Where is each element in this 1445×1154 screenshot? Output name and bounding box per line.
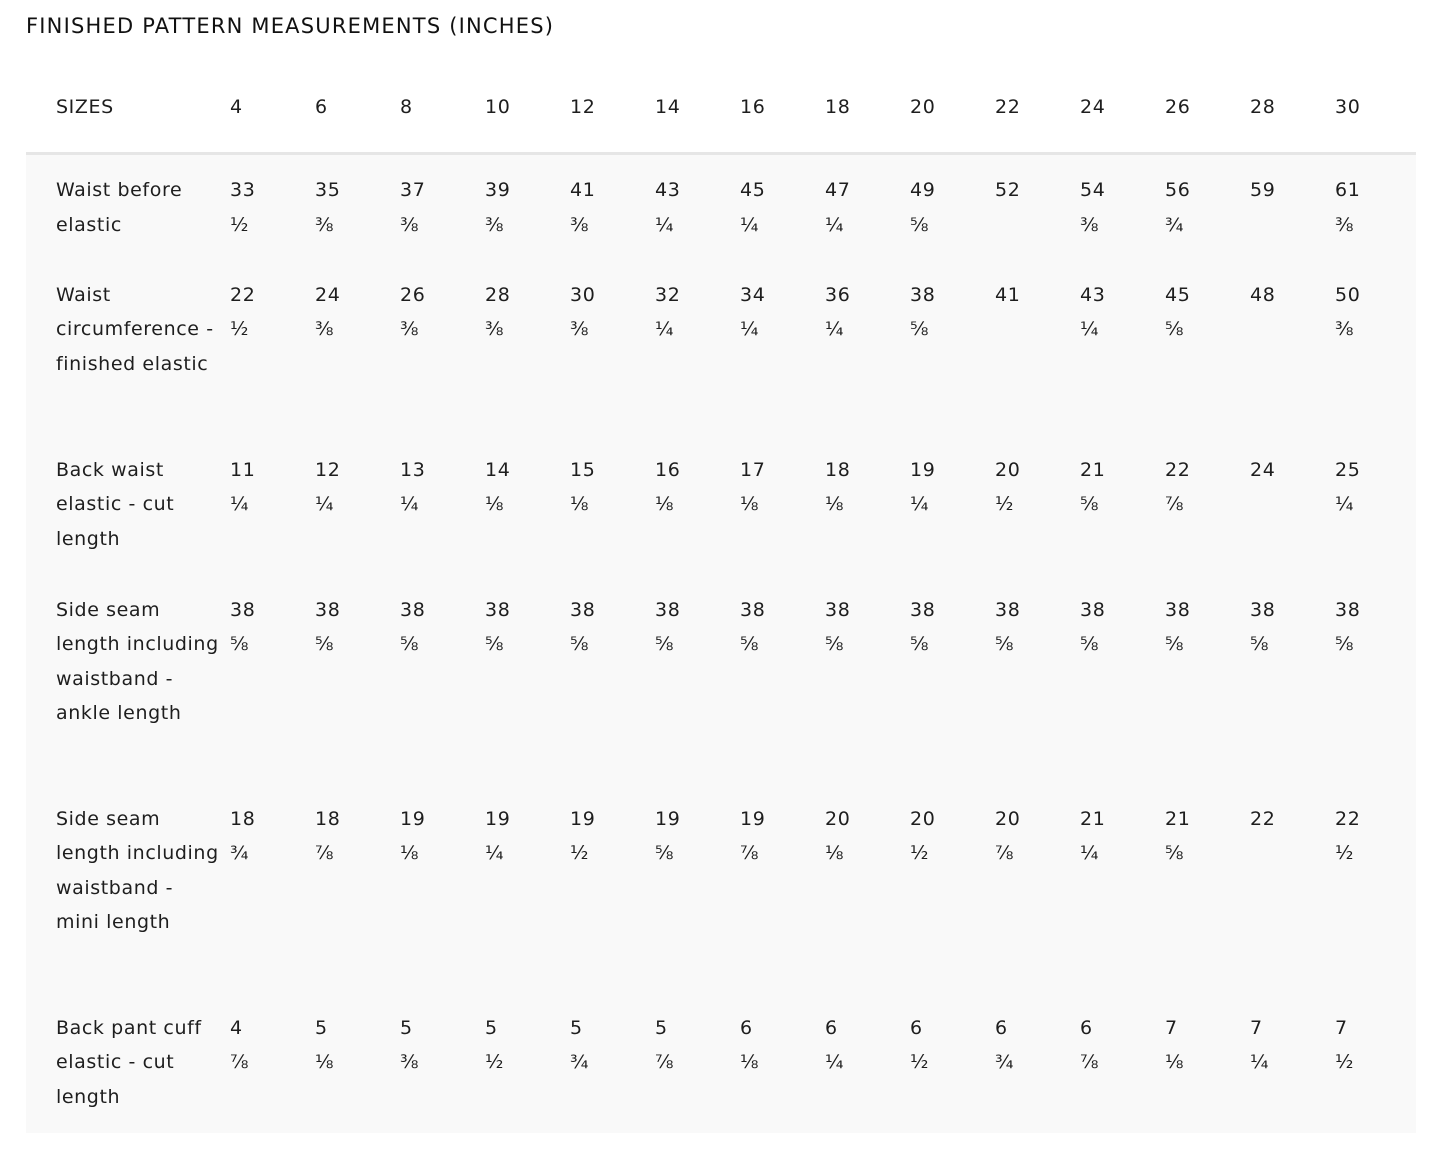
measurement-cell [821,784,906,993]
measurement-cell [821,993,906,1133]
measurement-cell [736,784,821,993]
row-label [26,154,226,260]
whole-value: 6 [825,1016,838,1039]
measurement-cell [651,575,736,784]
measurement-cell [396,575,481,784]
whole-value: 34 [740,283,766,306]
measurement-cell [1161,154,1246,260]
fraction-value: ⅝ [910,318,930,340]
whole-value: 38 [315,598,341,621]
measurement-cell [311,154,396,260]
measurement-cell [821,435,906,575]
whole-value: 38 [1335,598,1361,621]
fraction-value: ½ [1335,842,1355,864]
fraction-value: ¼ [315,493,335,515]
fraction-value: ¼ [1080,842,1100,864]
measurement-cell [991,260,1076,435]
fraction-value: ¼ [1080,318,1100,340]
measurement-cell [566,260,651,435]
measurements-table [26,62,1416,1133]
whole-value: 7 [1165,1016,1178,1039]
measurement-cell [736,575,821,784]
whole-value: 45 [1165,283,1191,306]
table-row [26,993,1416,1133]
fraction-value: ¾ [570,1051,590,1073]
whole-value: 6 [995,1016,1008,1039]
whole-value: 24 [315,283,341,306]
table-body [26,154,1416,1133]
measurement-cell [906,993,991,1133]
measurement-cell [1331,993,1416,1133]
measurement-cell [226,435,311,575]
row-label-text: Back waist elastic - cut length [56,458,175,550]
fraction-value: ⅝ [655,842,675,864]
whole-value: 41 [570,179,596,201]
fraction-value: ⅜ [315,318,335,340]
row-label [26,575,226,784]
whole-value: 11 [230,458,256,481]
fraction-value: ⅛ [655,493,675,515]
measurement-cell [311,575,396,784]
whole-value: 38 [825,598,851,621]
measurement-cell [651,993,736,1133]
fraction-value: ¼ [1335,493,1355,515]
measurement-cell [1161,993,1246,1133]
measurement-cell [1076,154,1161,260]
whole-value: 26 [400,283,426,306]
measurement-cell [226,260,311,435]
table-row [26,260,1416,435]
row-label-text: Side seam length including waistband - mini length [56,807,219,933]
measurement-cell [1161,260,1246,435]
size-header: 8 [396,62,481,154]
whole-value: 5 [400,1016,413,1039]
fraction-value: ¾ [995,1051,1015,1073]
whole-value: 37 [400,179,426,201]
whole-value: 38 [910,283,936,306]
row-label [26,435,226,575]
fraction-value: ¼ [485,842,505,864]
measurement-cell [566,435,651,575]
fraction-value: ⅜ [1335,318,1355,340]
row-label [26,260,226,435]
measurement-cell [1161,575,1246,784]
fraction-value: ⅝ [1080,493,1100,515]
fraction-value: ⅞ [1080,1051,1100,1073]
measurement-cell [311,435,396,575]
measurement-cell [481,993,566,1133]
whole-value: 15 [570,458,596,481]
row-label-text: Waist before elastic [56,179,183,236]
measurement-cell [396,993,481,1133]
whole-value: 6 [740,1016,753,1039]
whole-value: 19 [570,807,596,830]
whole-value: 19 [655,807,681,830]
row-label [26,784,226,993]
measurement-cell [566,154,651,260]
measurement-cell [226,154,311,260]
fraction-value: ⅝ [1165,318,1185,340]
measurement-cell [821,575,906,784]
fraction-value: ⅝ [910,213,930,236]
fraction-value: ⅝ [825,633,845,655]
whole-value: 19 [400,807,426,830]
measurement-cell [1246,435,1331,575]
size-header: 28 [1246,62,1331,154]
whole-value: 38 [1250,598,1276,621]
fraction-value: ⅜ [570,318,590,340]
measurement-cell [991,993,1076,1133]
measurement-cell [566,993,651,1133]
whole-value: 18 [825,458,851,481]
measurement-cell [311,260,396,435]
whole-value: 19 [740,807,766,830]
measurement-cell [736,260,821,435]
fraction-value: ¼ [230,493,250,515]
whole-value: 12 [315,458,341,481]
measurement-cell [821,260,906,435]
size-header: 6 [311,62,396,154]
measurement-cell [226,993,311,1133]
fraction-value: ⅛ [825,493,845,515]
fraction-value: ⅛ [570,493,590,515]
fraction-value: ⅝ [315,633,335,655]
fraction-value: ¼ [825,213,845,236]
measurement-cell [1331,260,1416,435]
measurement-cell [906,435,991,575]
fraction-value: ⅜ [400,1051,420,1073]
measurement-cell [481,435,566,575]
row-label-text: Side seam length including waistband - ankle length [56,598,219,724]
fraction-value: ⅛ [315,1051,335,1073]
fraction-value: ⅝ [1165,842,1185,864]
measurement-cell [991,575,1076,784]
fraction-value: ⅝ [910,633,930,655]
measurement-cell [1246,260,1331,435]
fraction-value: ⅛ [1165,1051,1185,1073]
whole-value: 22 [1335,807,1361,830]
fraction-value: ⅜ [570,213,590,236]
fraction-value: ½ [570,842,590,864]
whole-value: 19 [910,458,936,481]
whole-value: 13 [400,458,426,481]
whole-value: 5 [315,1016,328,1039]
fraction-value: ⅜ [400,213,420,236]
whole-value: 35 [315,179,341,201]
fraction-value: ¼ [655,318,675,340]
fraction-value: ⅝ [1080,633,1100,655]
whole-value: 49 [910,179,936,201]
measurement-cell [566,784,651,993]
measurement-cell [991,435,1076,575]
whole-value: 54 [1080,179,1106,201]
fraction-value: ½ [230,318,250,340]
whole-value: 41 [995,283,1021,306]
fraction-value: ¼ [1250,1051,1270,1073]
fraction-value: ⅜ [485,213,505,236]
whole-value: 43 [655,179,681,201]
fraction-value: ⅛ [485,493,505,515]
measurement-cell [1161,435,1246,575]
fraction-value: ¼ [655,213,675,236]
measurement-cell [1246,993,1331,1133]
whole-value: 36 [825,283,851,306]
whole-value: 24 [1250,458,1276,481]
fraction-value: ⅛ [825,842,845,864]
whole-value: 38 [995,598,1021,621]
measurement-cell [1076,575,1161,784]
measurement-cell [481,154,566,260]
fraction-value: ⅞ [995,842,1015,864]
fraction-value: ⅝ [400,633,420,655]
measurement-cell [1246,784,1331,993]
fraction-value: ½ [910,1051,930,1073]
whole-value: 5 [655,1016,668,1039]
whole-value: 39 [485,179,511,201]
fraction-value: ¾ [1165,213,1185,236]
fraction-value: ¼ [740,318,760,340]
whole-value: 61 [1335,179,1361,201]
size-header: 18 [821,62,906,154]
measurement-cell [396,260,481,435]
measurement-cell [906,154,991,260]
fraction-value: ⅞ [655,1051,675,1073]
fraction-value: ⅜ [485,318,505,340]
whole-value: 50 [1335,283,1361,306]
whole-value: 38 [910,598,936,621]
size-header: 26 [1161,62,1246,154]
whole-value: 45 [740,179,766,201]
fraction-value: ⅜ [315,213,335,236]
whole-value: 22 [230,283,256,306]
measurement-cell [1161,784,1246,993]
whole-value: 56 [1165,179,1191,201]
whole-value: 18 [230,807,256,830]
fraction-value: ½ [485,1051,505,1073]
whole-value: 7 [1335,1016,1348,1039]
measurement-cell [821,154,906,260]
measurement-cell [1331,575,1416,784]
measurement-cell [906,260,991,435]
fraction-value: ⅝ [230,633,250,655]
header-row [26,62,1416,154]
whole-value: 33 [230,179,256,201]
whole-value: 4 [230,1016,243,1039]
size-header: 10 [481,62,566,154]
measurement-cell [566,575,651,784]
table-row [26,784,1416,993]
whole-value: 20 [825,807,851,830]
whole-value: 38 [485,598,511,621]
whole-value: 38 [655,598,681,621]
whole-value: 52 [995,179,1021,201]
fraction-value: ⅞ [315,842,335,864]
fraction-value: ⅝ [655,633,675,655]
fraction-value: ⅛ [740,493,760,515]
measurement-cell [651,260,736,435]
measurement-cell [311,993,396,1133]
whole-value: 47 [825,179,851,201]
whole-value: 21 [1080,458,1106,481]
measurement-cell [651,784,736,993]
fraction-value: ⅛ [740,1051,760,1073]
whole-value: 20 [995,458,1021,481]
size-header: 20 [906,62,991,154]
fraction-value: ⅜ [1335,213,1355,236]
whole-value: 14 [485,458,511,481]
measurement-cell [396,435,481,575]
whole-value: 6 [1080,1016,1093,1039]
size-header: 16 [736,62,821,154]
measurement-cell [651,154,736,260]
whole-value: 22 [1165,458,1191,481]
size-header: 14 [651,62,736,154]
fraction-value: ½ [1335,1051,1355,1073]
table-row [26,435,1416,575]
table-row [26,154,1416,260]
fraction-value: ⅝ [485,633,505,655]
fraction-value: ¼ [825,318,845,340]
measurement-cell [311,784,396,993]
fraction-value: ⅝ [1250,633,1270,655]
measurement-cell [1076,993,1161,1133]
measurement-cell [991,784,1076,993]
measurement-cell [1331,435,1416,575]
measurement-cell [481,784,566,993]
fraction-value: ½ [230,213,250,236]
whole-value: 32 [655,283,681,306]
measurement-cell [906,575,991,784]
fraction-value: ⅝ [1335,633,1355,655]
whole-value: 38 [1165,598,1191,621]
fraction-value: ⅝ [570,633,590,655]
measurement-cell [1246,575,1331,784]
measurement-cell [651,435,736,575]
fraction-value: ⅛ [400,842,420,864]
size-header: 4 [226,62,311,154]
whole-value: 22 [1250,807,1276,830]
whole-value: 38 [400,598,426,621]
fraction-value: ⅞ [1165,493,1185,515]
fraction-value: ¾ [230,842,250,864]
fraction-value: ⅞ [230,1051,250,1073]
measurement-cell [1076,435,1161,575]
whole-value: 7 [1250,1016,1263,1039]
measurement-cell [1331,154,1416,260]
measurement-cell [226,784,311,993]
fraction-value: ⅝ [740,633,760,655]
whole-value: 38 [740,598,766,621]
fraction-value: ⅜ [1080,213,1100,236]
row-label [26,993,226,1133]
measurement-cell [1331,784,1416,993]
measurement-cell [1076,260,1161,435]
whole-value: 5 [485,1016,498,1039]
measurement-cell [396,154,481,260]
row-label-text: Waist circumference - finished elastic [56,283,214,375]
whole-value: 19 [485,807,511,830]
sizes-header: SIZES [26,62,226,154]
fraction-value: ⅜ [400,318,420,340]
table-row [26,575,1416,784]
measurement-cell [991,154,1076,260]
whole-value: 38 [230,598,256,621]
measurement-cell [736,993,821,1133]
size-header: 22 [991,62,1076,154]
whole-value: 25 [1335,458,1361,481]
fraction-value: ⅝ [995,633,1015,655]
whole-value: 21 [1165,807,1191,830]
measurement-cell [1246,154,1331,260]
measurement-cell [736,154,821,260]
whole-value: 43 [1080,283,1106,306]
size-header: 24 [1076,62,1161,154]
measurement-cell [396,784,481,993]
whole-value: 38 [1080,598,1106,621]
whole-value: 20 [910,807,936,830]
fraction-value: ¼ [825,1051,845,1073]
whole-value: 30 [570,283,596,306]
fraction-value: ¼ [910,493,930,515]
size-header: 12 [566,62,651,154]
measurement-cell [481,260,566,435]
measurement-cell [906,784,991,993]
whole-value: 48 [1250,283,1276,306]
measurement-cell [1076,784,1161,993]
whole-value: 17 [740,458,766,481]
whole-value: 16 [655,458,681,481]
fraction-value: ¼ [400,493,420,515]
row-label-text: Back pant cuff elastic - cut length [56,1016,202,1108]
whole-value: 21 [1080,807,1106,830]
fraction-value: ⅝ [1165,633,1185,655]
fraction-value: ½ [910,842,930,864]
measurement-cell [481,575,566,784]
whole-value: 18 [315,807,341,830]
whole-value: 28 [485,283,511,306]
whole-value: 20 [995,807,1021,830]
whole-value: 38 [570,598,596,621]
measurement-cell [226,575,311,784]
whole-value: 59 [1250,179,1276,201]
fraction-value: ½ [995,493,1015,515]
whole-value: 5 [570,1016,583,1039]
page-title: FINISHED PATTERN MEASUREMENTS (INCHES) [26,14,555,38]
fraction-value: ¼ [740,213,760,236]
whole-value: 6 [910,1016,923,1039]
fraction-value: ⅞ [740,842,760,864]
measurement-cell [736,435,821,575]
size-header: 30 [1331,62,1416,154]
